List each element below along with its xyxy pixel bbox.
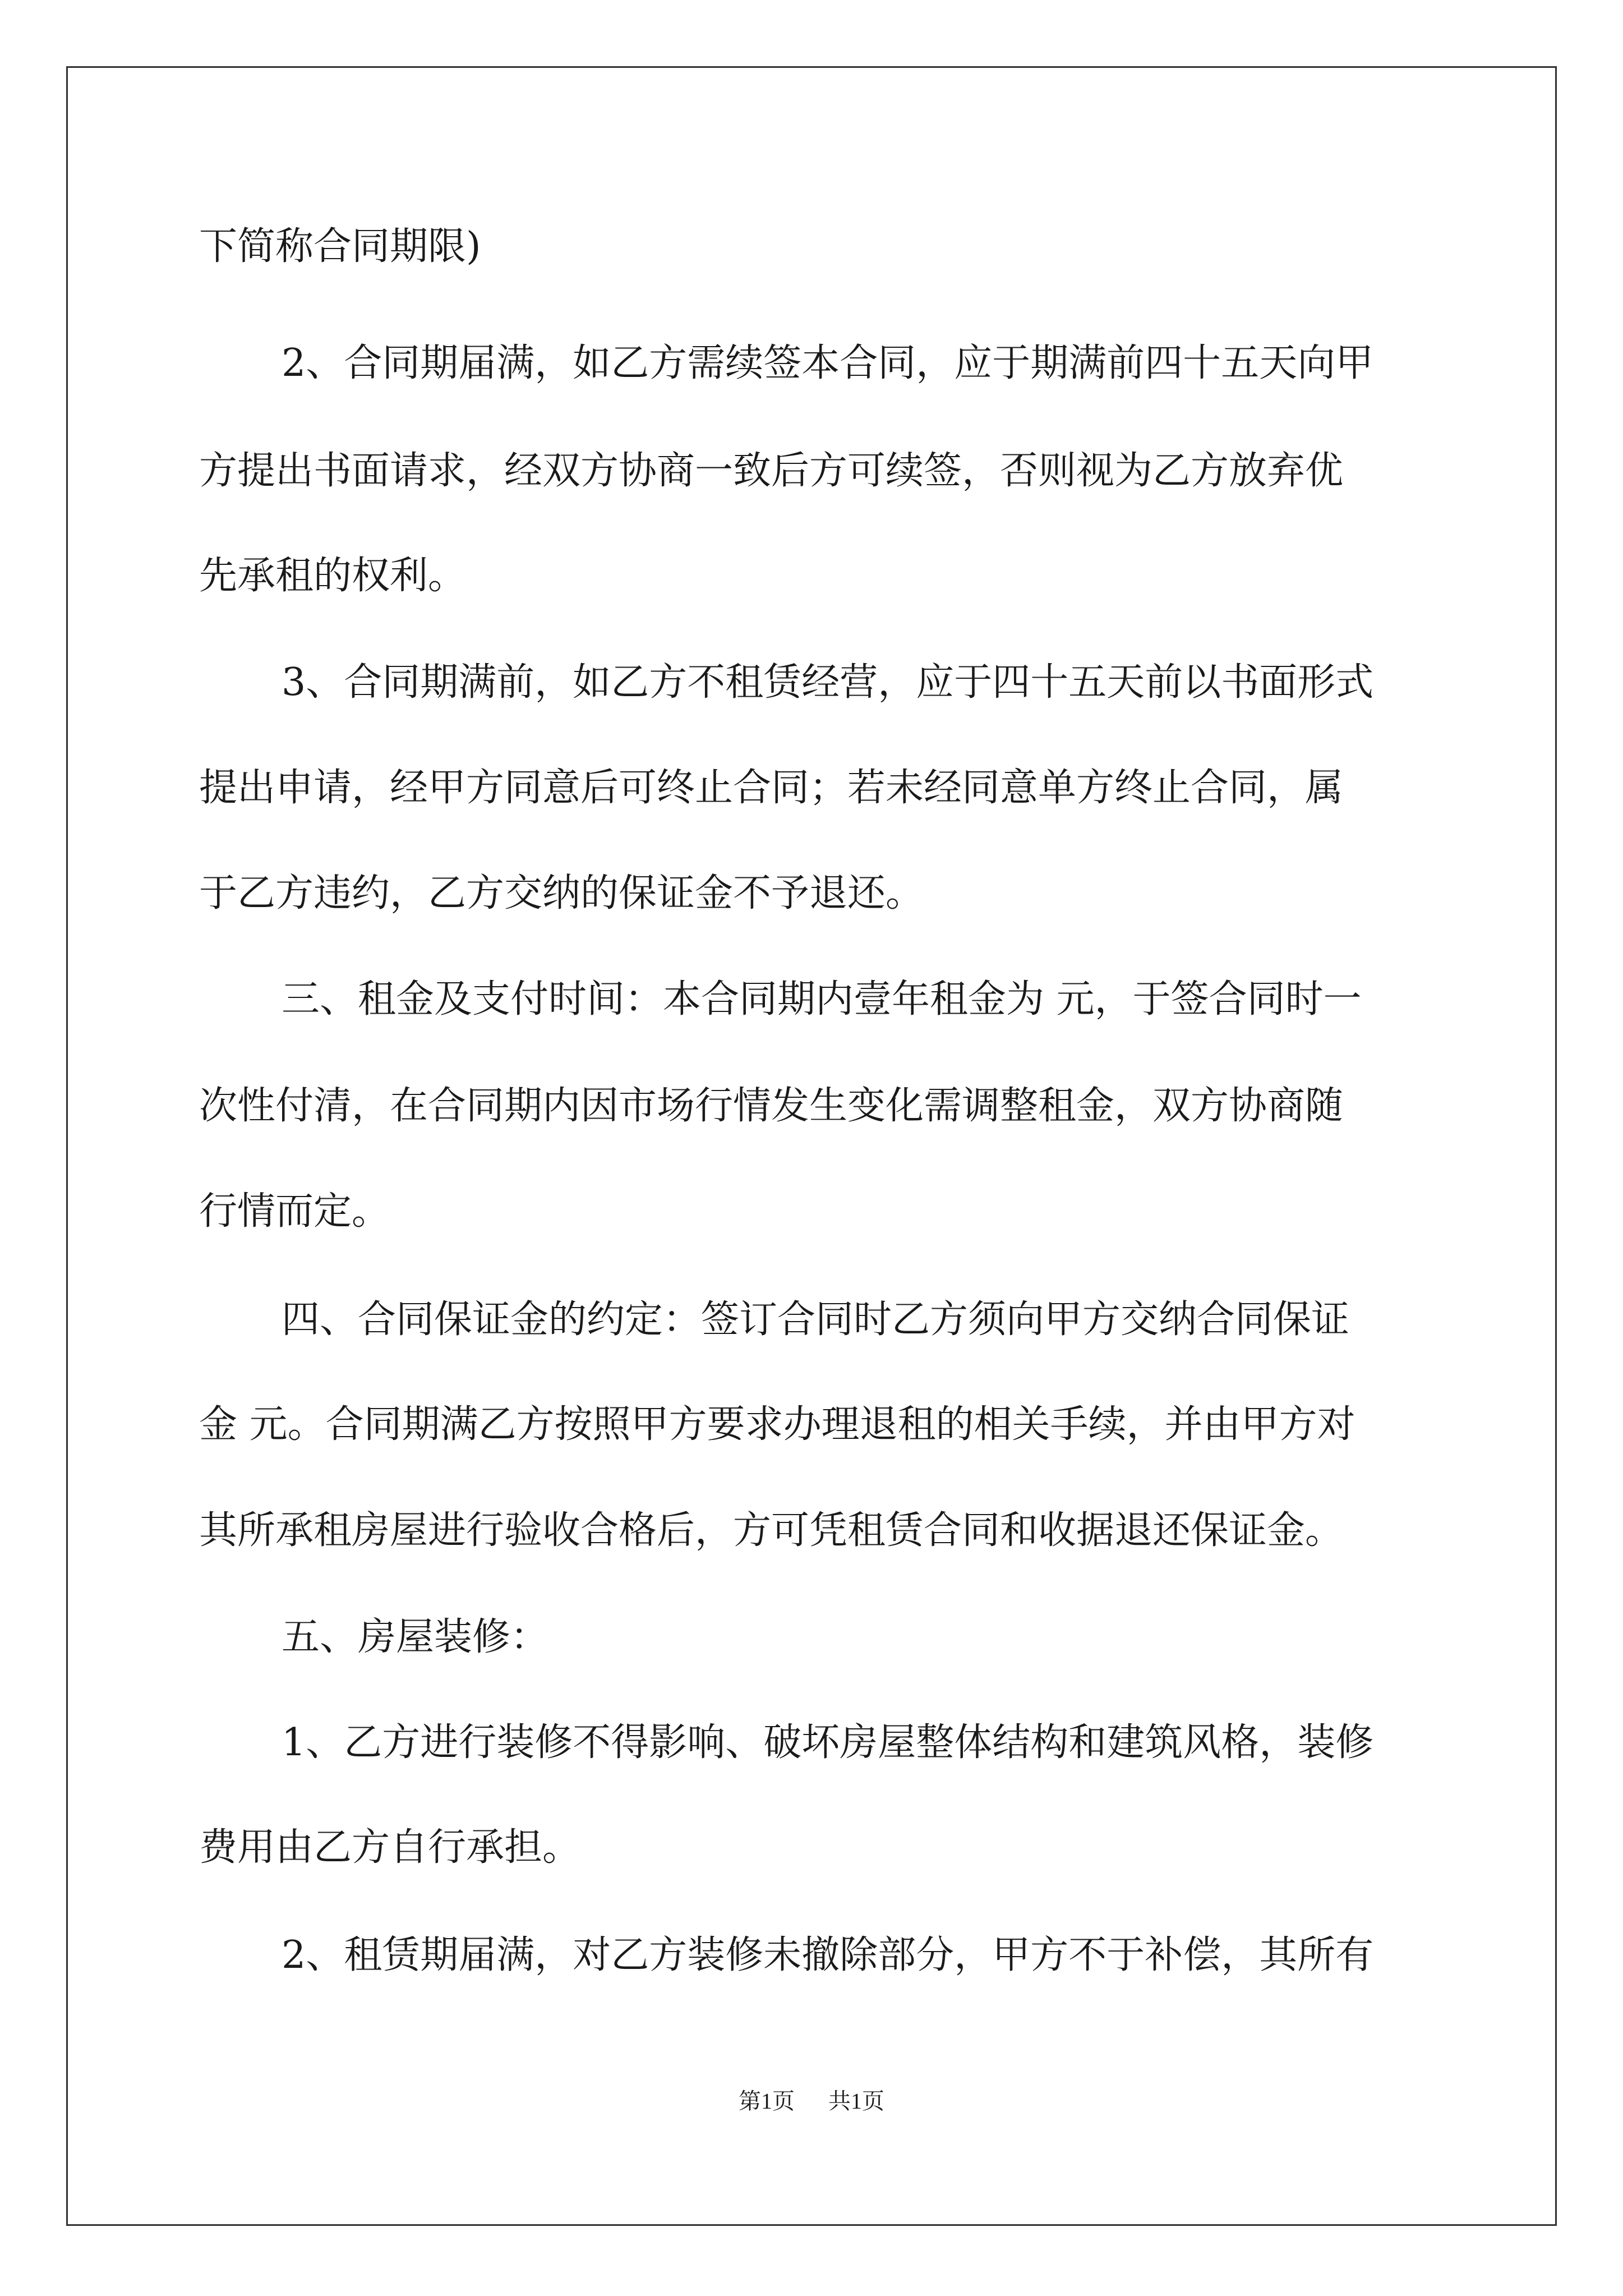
- line-text: 下简称合同期限): [199, 224, 481, 269]
- line-text: 3、合同期满前，如乙方不租赁经营，应于四十五天前以书面形式: [282, 660, 1374, 705]
- line-text: 方提出书面请求，经双方协商一致后方可续签，否则视为乙方放弃优: [199, 449, 1344, 493]
- line-text: 2、租赁期届满，对乙方装修未撤除部分，甲方不于补偿，其所有: [282, 1933, 1374, 1977]
- line-text: 次性付清，在合同期内因市场行情发生变化需调整租金，双方协商随: [199, 1084, 1344, 1128]
- line-text: 四、合同保证金的约定：签订合同时乙方须向甲方交纳合同保证: [282, 1297, 1350, 1342]
- line-text: 于乙方违约，乙方交纳的保证金不予退还。: [199, 871, 924, 915]
- line-text: 三、租金及支付时间：本合同期内壹年租金为 元，于签合同时一: [282, 977, 1362, 1022]
- page-border: [66, 66, 1557, 2226]
- line-text: 提出申请，经甲方同意后可终止合同；若未经同意单方终止合同，属: [199, 766, 1344, 810]
- line-text: 其所承租房屋进行验收合格后，方可凭租赁合同和收据退还保证金。: [199, 1508, 1344, 1553]
- line-text: 行情而定。: [199, 1189, 390, 1234]
- line-text: 费用由乙方自行承担。: [199, 1825, 581, 1870]
- line-text: 1、乙方进行装修不得影响、破坏房屋整体结构和建筑风格，装修: [282, 1720, 1374, 1765]
- page-number: 第1页: [739, 2088, 795, 2114]
- line-text: 先承租的权利。: [199, 554, 467, 598]
- line-text: 2、合同期届满，如乙方需续签本合同，应于期满前四十五天向甲: [282, 341, 1374, 385]
- line-text: 五、房屋装修：: [282, 1615, 549, 1659]
- line-text: 金 元。合同期满乙方按照甲方要求办理退租的相关手续，并由甲方对: [199, 1402, 1355, 1447]
- page-total: 共1页: [828, 2088, 884, 2114]
- page-footer: [0, 2088, 1623, 2115]
